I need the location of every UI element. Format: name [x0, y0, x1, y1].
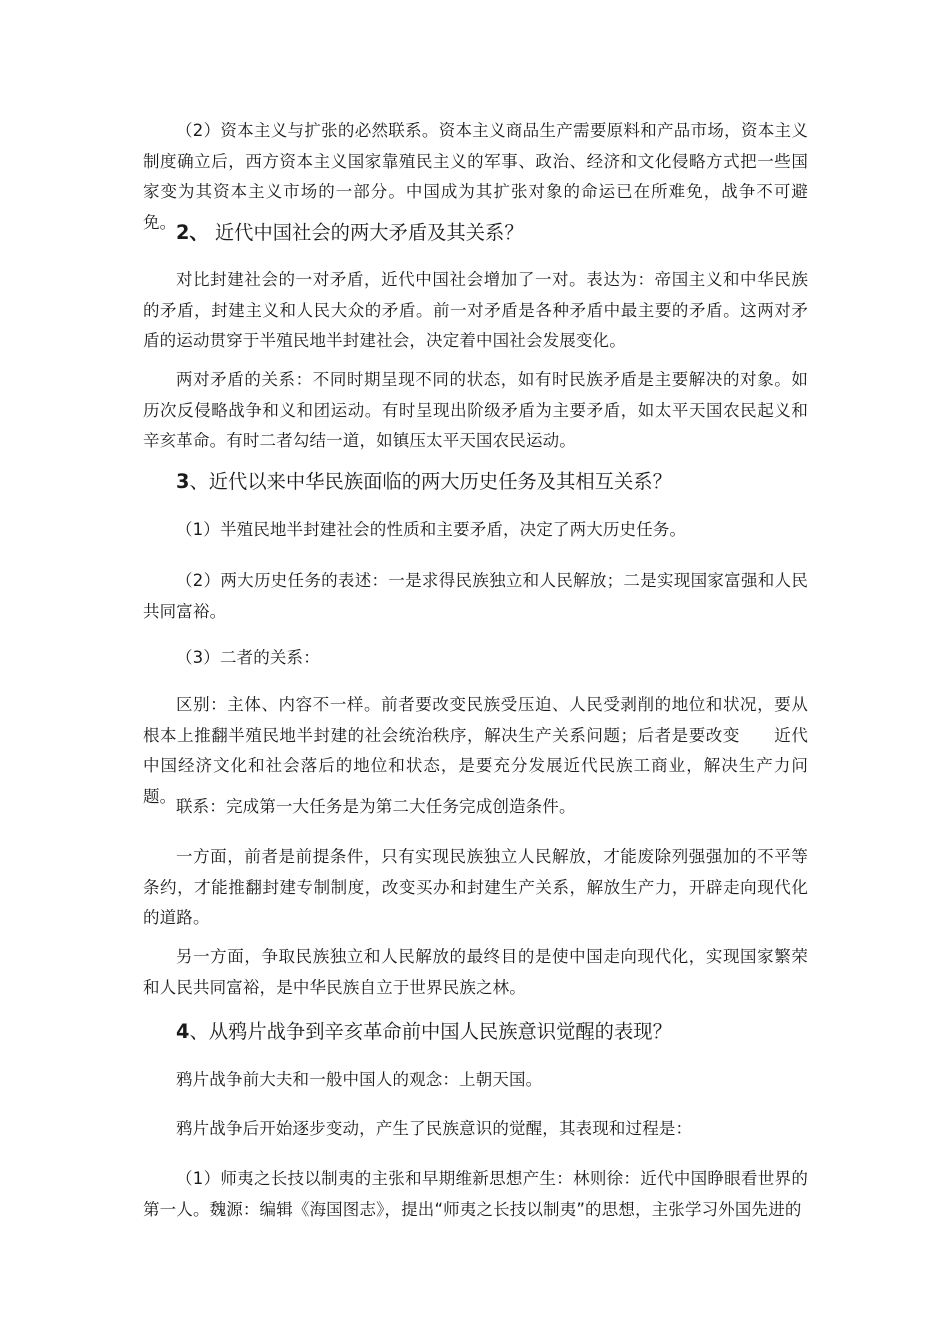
- paragraph-capitalism-expansion: （2）资本主义与扩张的必然联系。资本主义商品生产需要原料和产品市场，资本主义制度确立后，西方资本主义国家靠殖民主义的军事、政治、经济和文化侵略方式把一些国家变为其资本主义市场的一部分。中国成为其扩张对象的命运已在所难免，战争不可避免。: [143, 121, 808, 232]
- paragraph-contradictions-relation: 两对矛盾的关系：不同时期呈现不同的状态，如有时民族矛盾是主要解决的对象。如历次反侵略战争和义和团运动。有时呈现出阶级矛盾为主要矛盾，如太平天国农民起义和辛亥革命。有时二者勾结一道，如镇压太平天国农民运动。: [143, 370, 808, 450]
- paragraph-connection: 联系：完成第一大任务是为第二大任务完成创造条件。: [176, 797, 576, 816]
- difference-text-part2: 近代中国经济文化和社会落后的地位和状态，是要充分发展近代民族工商业，解决生产力问题。: [143, 725, 808, 806]
- heading-text: 、近代以来中华民族面临的两大历史任务及其相互关系？: [189, 470, 672, 493]
- heading-number: 2、: [176, 221, 209, 244]
- heading-question-4: [176, 1017, 816, 1047]
- paragraph-two-contradictions: 对比封建社会的一对矛盾，近代中国社会增加了一对。表达为：帝国主义和中华民族的矛盾，封建主义和人民大众的矛盾。前一对矛盾是各种矛盾中最主要的矛盾。这两对矛盾的运动贯穿于半殖民地半封建社会，决定着中国社会发展变化。: [143, 270, 808, 350]
- paragraph-task-2: （2）两大历史任务的表述：一是求得民族独立和人民解放；二是实现国家富强和人民共同富裕。: [143, 571, 808, 621]
- heading-question-2: [176, 218, 816, 248]
- heading-text: 、从鸦片战争到辛亥革命前中国人民族意识觉醒的表现？: [189, 1020, 672, 1043]
- difference-text-part1: 区别：主体、内容不一样。前者要改变民族受压迫、人民受剥削的地位和状况，要从根本上推翻半殖民地半封建的社会统治秩序，解决生产关系问题；后者是要改变: [143, 695, 808, 745]
- paragraph-one-side: 一方面，前者是前提条件，只有实现民族独立人民解放，才能废除列强强加的不平等条约，才能推翻封建专制制度，改变买办和封建生产关系，解放生产力，开辟走向现代化的道路。: [143, 847, 808, 927]
- heading-question-3: [176, 467, 816, 497]
- paragraph-before-war: 鸦片战争前大夫和一般中国人的观念：上朝天国。: [176, 1070, 543, 1089]
- paragraph-other-side: 另一方面，争取民族独立和人民解放的最终目的是使中国走向现代化，实现国家繁荣和人民共同富裕，是中华民族自立于世界民族之林。: [143, 947, 808, 997]
- heading-number: 3: [176, 470, 190, 493]
- paragraph-task-3: （3）二者的关系：: [176, 648, 320, 667]
- paragraph-task-1: （1）半殖民地半封建社会的性质和主要矛盾，决定了两大历史任务。: [176, 520, 687, 539]
- heading-text: 近代中国社会的两大矛盾及其关系？: [208, 221, 524, 244]
- heading-number: 4: [176, 1020, 190, 1043]
- paragraph-learn-from-west: （1）师夷之长技以制夷的主张和早期维新思想产生：林则徐：近代中国睁眼看世界的第一人。魏源：编辑《海国图志》，提出“师夷之长技以制夷”的思想，主张学习外国先进的: [143, 1169, 808, 1219]
- paragraph-after-war: 鸦片战争后开始逐步变动，产生了民族意识的觉醒，其表现和过程是：: [176, 1119, 693, 1138]
